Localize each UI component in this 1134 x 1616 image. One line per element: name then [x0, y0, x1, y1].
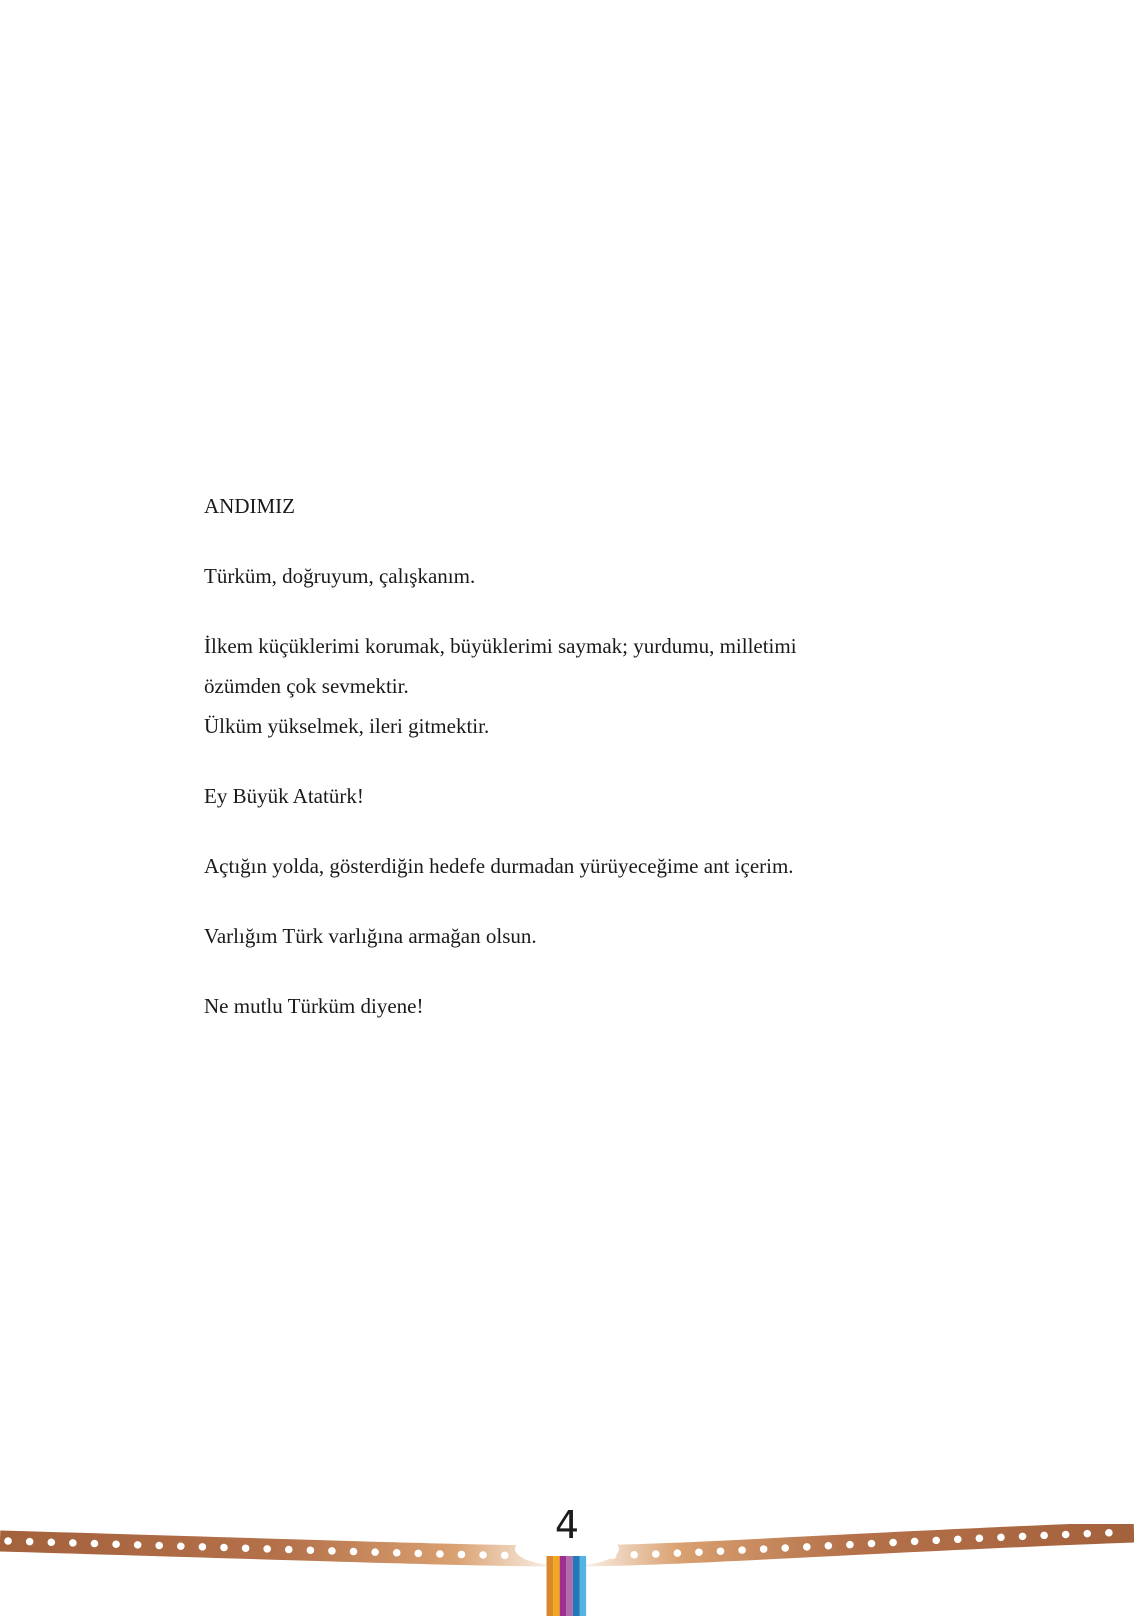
- oath-text-block: [204, 486, 944, 1026]
- oath-line-7: Varlığım Türk varlığına armağan olsun.: [204, 924, 537, 948]
- oath-title: ANDIMIZ: [204, 494, 295, 518]
- color-stripes: [547, 1556, 587, 1616]
- stripe-blue: [573, 1556, 580, 1616]
- stripe-orange: [547, 1556, 554, 1616]
- oath-line-6: Açtığın yolda, gösterdiğin hedefe durmadan yürüyeceğime ant içerim.: [204, 854, 794, 878]
- stripe-amber: [553, 1556, 560, 1616]
- stripe-mauve: [566, 1556, 573, 1616]
- oath-line-4: Ülküm yükselmek, ileri gitmektir.: [204, 714, 490, 738]
- page-number: 4: [554, 1503, 580, 1547]
- oath-line-1: Türküm, doğruyum, çalışkanım.: [204, 564, 476, 588]
- oath-line-5: Ey Büyük Atatürk!: [204, 784, 364, 808]
- oath-line-3: özümden çok sevmektir.: [204, 674, 409, 698]
- stripe-light-blue: [580, 1556, 587, 1616]
- stripe-magenta: [560, 1556, 567, 1616]
- oath-line-2: İlkem küçüklerimi korumak, büyüklerimi saymak; yurdumu, milletimi: [204, 634, 797, 658]
- oath-line-8: Ne mutlu Türküm diyene!: [204, 994, 424, 1018]
